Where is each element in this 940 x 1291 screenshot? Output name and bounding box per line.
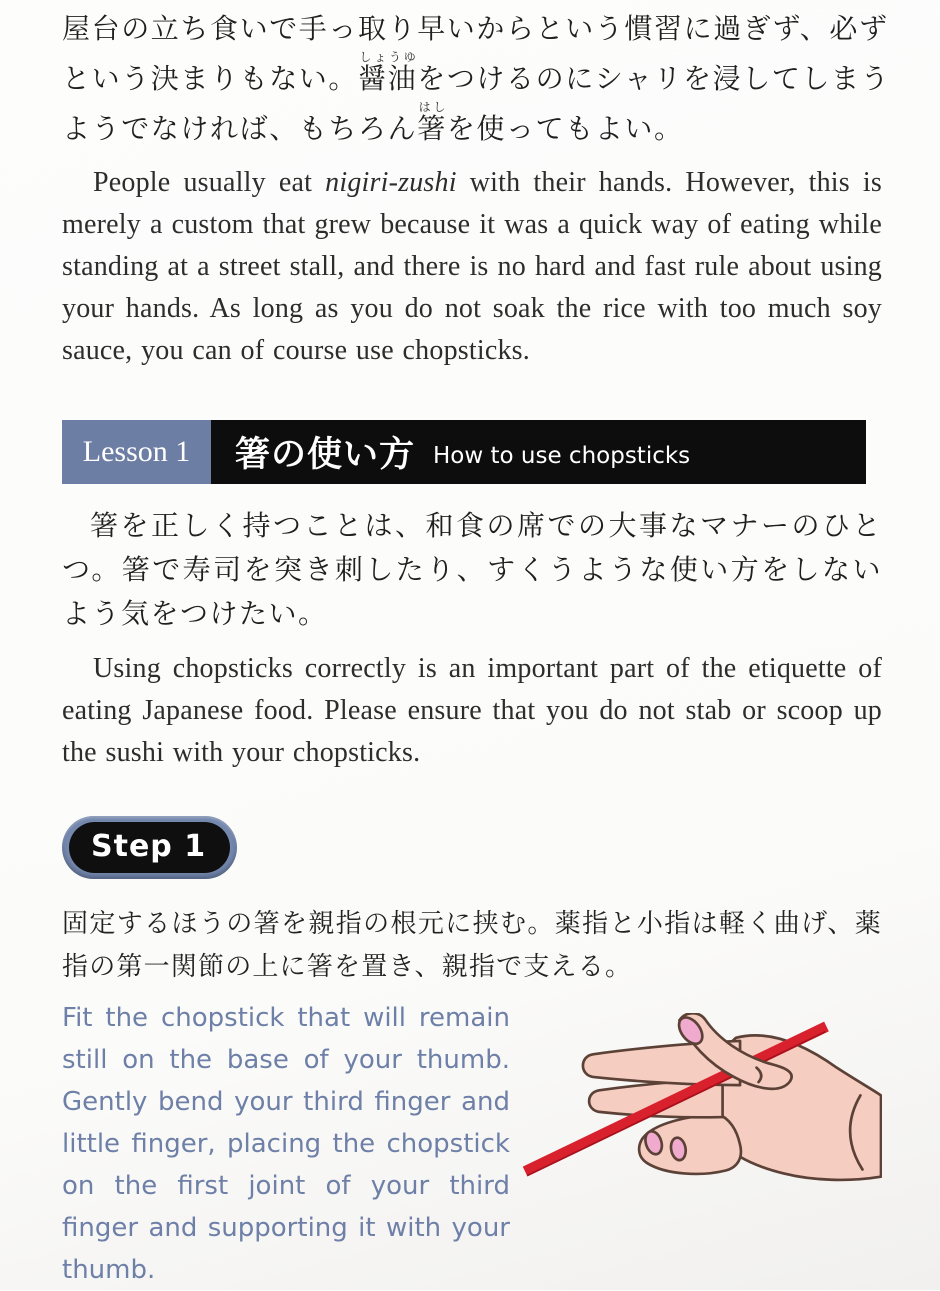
italic-term: nigiri-zushi [325,167,457,198]
step-1-content-row [62,997,882,1291]
step-1-japanese-text: 固定するほうの箸を親指の根元に挟む。薬指と小指は軽く曲げ、薬指の第一関節の上に箸を置き、親指で支える。 [62,909,882,982]
furigana: しょうゆ [358,50,418,64]
lesson-header-bar [62,420,866,484]
en-text: with their hands. However, this is merely a custom that grew because it was a quick way of eating while standing at a street stall, and there is no hard and fast rule about using your hands. As long as you do not soak the rice with too much soy sauce, you can of course use chopsticks. [62,167,882,366]
step-1-badge [62,816,237,879]
hand-group [525,1013,881,1180]
step-1-badge-label: Step 1 [69,822,230,873]
lesson-english-paragraph: Using chopsticks correctly is an important part of the etiquette of eating Japanese food. Please ensure that you do not stab or scoop up the sushi with your chopsticks. [62,653,882,768]
jp-text: 屋台の立ち食いで手っ取り早いからという慣習に過ぎず、必ず [62,12,889,45]
ruby-base: 箸 [417,112,447,145]
hand-chopstick-illustration [510,1013,882,1291]
furigana: はし [417,100,447,114]
lesson-title-japanese: 箸の使い方 [235,435,416,475]
lesson-japanese-paragraph: 箸を正しく持つことは、和食の席での大事なマナーのひとつ。箸で寿司を突き刺したり、すくうような使い方をしないよう気をつけたい。 [62,509,882,630]
ruby-shoyu [358,50,418,95]
hand-chopstick-svg [522,1013,882,1183]
intro-japanese-paragraph [62,8,891,150]
jp-intro-line-1 [62,8,889,50]
intro-english-paragraph [62,162,882,372]
lesson-number-badge: Lesson 1 [62,420,211,484]
jp-intro-line-2 [62,50,891,100]
jp-text: という決まりもない。 [62,62,359,95]
jp-intro-line-3 [62,100,882,150]
ruby-hashi [417,100,447,145]
jp-text: をつけるのにシャリを浸してしまう [417,62,891,95]
ruby-base: 醤油 [358,62,418,95]
en-text: People usually eat [93,167,326,198]
jp-text: ようでなければ、もちろん [62,112,418,145]
jp-text: を使ってもよい。 [446,112,684,145]
lesson-title-english: How to use chopsticks [433,443,691,469]
lesson-title-bar [211,420,866,484]
step-1-english-text: Fit the chopstick that will remain still on the base of your thumb. Gently bend your third finger and little finger, placing the chopstick on the first joint of your third finger and supporting it with your thumb. [62,1003,510,1285]
